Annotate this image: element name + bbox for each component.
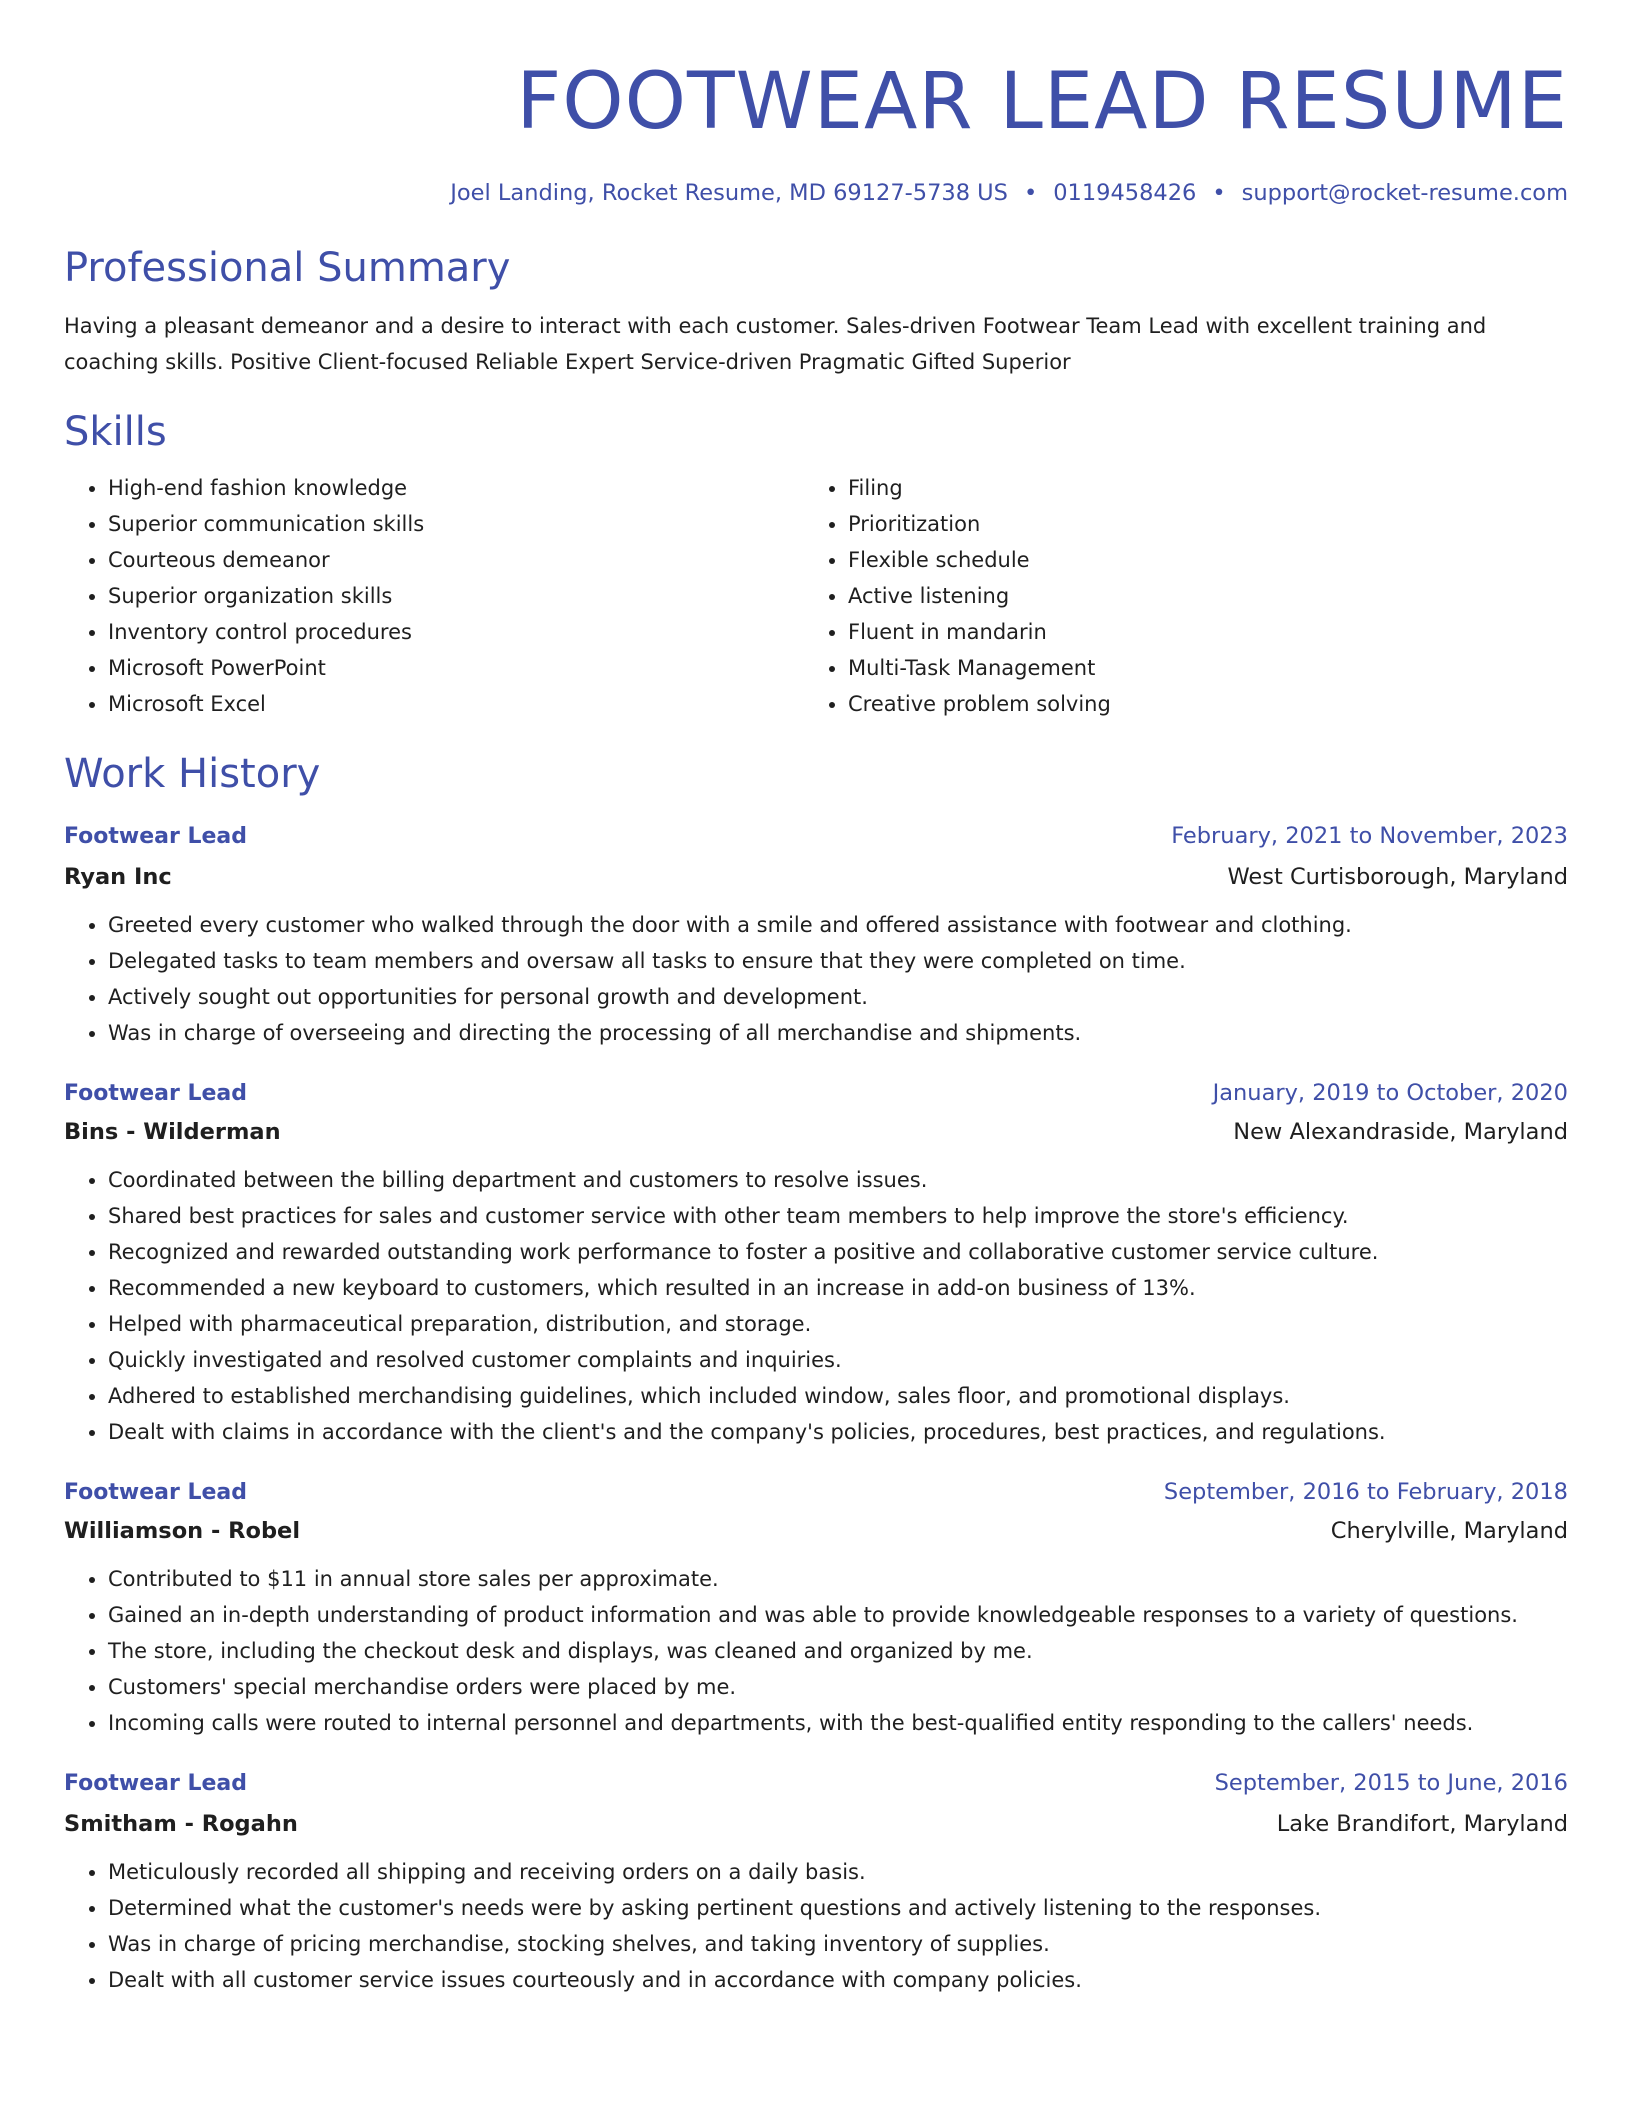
skill-item: • Microsoft PowerPoint xyxy=(108,650,804,686)
skills-heading: Skills xyxy=(64,409,167,455)
skill-item: • Fluent in mandarin xyxy=(848,614,1544,650)
job-bullet: • Was in charge of overseeing and directing the processing of all merchandise and shipments. xyxy=(108,1015,1568,1051)
job-company: Smitham - Rogahn xyxy=(64,1811,298,1837)
skills-column-left xyxy=(64,470,804,722)
job-bullet: • Recommended a new keyboard to customers, which resulted in an increase in add-on business of 13%. xyxy=(108,1270,1568,1306)
skill-item: • Creative problem solving xyxy=(848,686,1544,722)
job-title: Footwear Lead xyxy=(64,1480,248,1505)
summary-heading: Professional Summary xyxy=(64,245,511,291)
job-header xyxy=(64,818,1568,855)
skill-item: • Microsoft Excel xyxy=(108,686,804,722)
skill-item: • Multi-Task Management xyxy=(848,650,1544,686)
skill-item: • Flexible schedule xyxy=(848,542,1544,578)
job-bullet: • Gained an in-depth understanding of product information and was able to provide knowledgeable responses to a variety of questions. xyxy=(108,1597,1568,1633)
job-dates: February, 2021 to November, 2023 xyxy=(1171,823,1568,849)
job-entry xyxy=(64,818,1568,1051)
job-bullet: • Dealt with all customer service issues courteously and in accordance with company policies. xyxy=(108,1962,1568,1998)
skill-item: • Superior communication skills xyxy=(108,506,804,542)
contact-line xyxy=(64,176,1568,210)
job-bullet: • Delegated tasks to team members and oversaw all tasks to ensure that they were completed on time. xyxy=(108,943,1568,979)
skill-item: • Courteous demeanor xyxy=(108,542,804,578)
job-header xyxy=(64,1474,1568,1511)
contact-separator: • xyxy=(1212,180,1226,206)
contact-email[interactable]: support@rocket-resume.com xyxy=(1241,180,1568,206)
job-dates: January, 2019 to October, 2020 xyxy=(1212,1080,1568,1106)
job-location: West Curtisborough, Maryland xyxy=(1227,864,1568,890)
job-bullets xyxy=(64,1854,1568,1998)
job-bullet: • Shared best practices for sales and customer service with other team members to help improve the store's efficiency. xyxy=(108,1198,1568,1234)
job-entry xyxy=(64,1474,1568,1741)
job-bullet: • Dealt with claims in accordance with the client's and the company's policies, procedures, best practices, and regulations. xyxy=(108,1414,1568,1450)
job-bullet: • Helped with pharmaceutical preparation, distribution, and storage. xyxy=(108,1306,1568,1342)
job-company: Ryan Inc xyxy=(64,864,172,890)
contact-separator: • xyxy=(1023,180,1038,206)
job-header xyxy=(64,1765,1568,1802)
contact-address: Joel Landing, Rocket Resume, MD 69127-5738 US xyxy=(450,180,1008,206)
job-entry xyxy=(64,1765,1568,1998)
job-bullets xyxy=(64,1561,1568,1741)
job-company-row xyxy=(64,1806,1568,1842)
job-header xyxy=(64,1075,1568,1112)
job-location: Lake Brandifort, Maryland xyxy=(1276,1811,1568,1837)
job-bullet: • Meticulously recorded all shipping and receiving orders on a daily basis. xyxy=(108,1854,1568,1890)
job-bullet: • Customers' special merchandise orders were placed by me. xyxy=(108,1669,1568,1705)
job-dates: September, 2015 to June, 2016 xyxy=(1214,1770,1568,1796)
job-bullets xyxy=(64,907,1568,1051)
job-bullet: • Was in charge of pricing merchandise, stocking shelves, and taking inventory of supplies. xyxy=(108,1926,1568,1962)
job-bullet: • Recognized and rewarded outstanding work performance to foster a positive and collaborative customer service culture. xyxy=(108,1234,1568,1270)
job-bullet: • The store, including the checkout desk and displays, was cleaned and organized by me. xyxy=(108,1633,1568,1669)
work-history-heading: Work History xyxy=(64,751,321,797)
job-bullet: • Quickly investigated and resolved customer complaints and inquiries. xyxy=(108,1342,1568,1378)
job-entry xyxy=(64,1075,1568,1450)
summary-text: Having a pleasant demeanor and a desire to interact with each customer. Sales-driven Footwear Team Lead with excellent training and coaching skills. Positive Client-focused Reliable Expert Service-driven Pragmatic Gifted Superior xyxy=(64,314,1487,374)
job-company: Bins - Wilderman xyxy=(64,1119,281,1145)
job-bullet: • Greeted every customer who walked through the door with a smile and offered assistance with footwear and clothing. xyxy=(108,907,1568,943)
job-bullet: • Determined what the customer's needs were by asking pertinent questions and actively listening to the responses. xyxy=(108,1890,1568,1926)
job-bullet: • Contributed to $11 in annual store sales per approximate. xyxy=(108,1561,1568,1597)
job-bullet: • Adhered to established merchandising guidelines, which included window, sales floor, and promotional displays. xyxy=(108,1378,1568,1414)
job-bullet: • Coordinated between the billing department and customers to resolve issues. xyxy=(108,1162,1568,1198)
job-dates: September, 2016 to February, 2018 xyxy=(1163,1479,1568,1505)
skill-item: • High-end fashion knowledge xyxy=(108,470,804,506)
skill-item: • Filing xyxy=(848,470,1544,506)
contact-phone: 0119458426 xyxy=(1053,180,1197,206)
skill-item: • Active listening xyxy=(848,578,1544,614)
job-location: Cherylville, Maryland xyxy=(1330,1518,1568,1544)
job-title: Footwear Lead xyxy=(64,824,248,849)
job-company-row xyxy=(64,859,1568,895)
job-company-row xyxy=(64,1114,1568,1150)
skill-item: • Superior organization skills xyxy=(108,578,804,614)
skills-column-right xyxy=(804,470,1544,722)
job-title: Footwear Lead xyxy=(64,1081,248,1106)
job-bullet: • Actively sought out opportunities for personal growth and development. xyxy=(108,979,1568,1015)
job-location: New Alexandraside, Maryland xyxy=(1233,1119,1568,1145)
job-bullets xyxy=(64,1162,1568,1450)
skills-list xyxy=(64,470,1568,722)
job-title: Footwear Lead xyxy=(64,1771,248,1796)
job-company-row xyxy=(64,1513,1568,1549)
resume-title: FOOTWEAR LEAD RESUME xyxy=(516,57,1568,147)
skill-item: • Inventory control procedures xyxy=(108,614,804,650)
job-company: Williamson - Robel xyxy=(64,1518,301,1544)
skill-item: • Prioritization xyxy=(848,506,1544,542)
job-bullet: • Incoming calls were routed to internal personnel and departments, with the best-qualified entity responding to the callers' needs. xyxy=(108,1705,1568,1741)
